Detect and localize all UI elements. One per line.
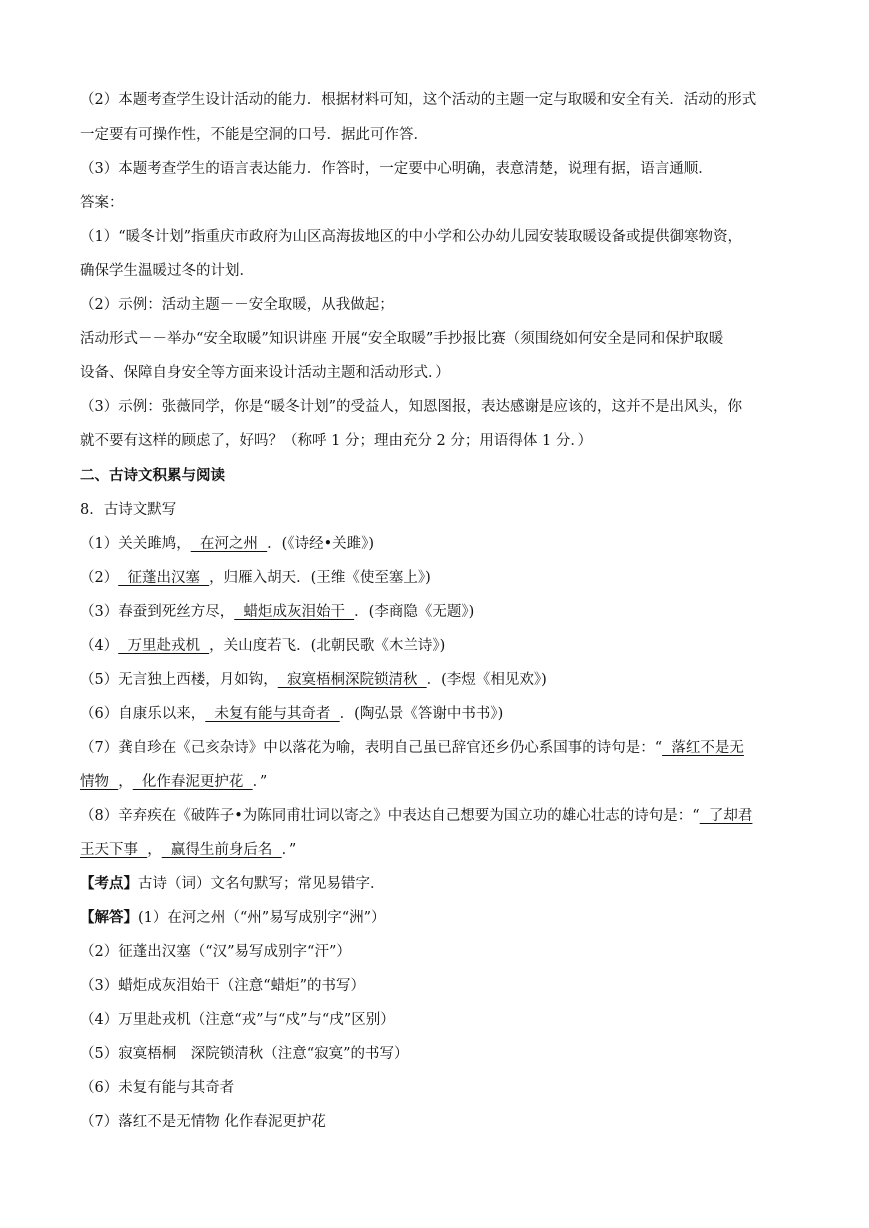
answer-blank: 情物 [80,774,119,790]
kaodian-line: 【考点】古诗（词）文名句默写；常见易错字． [80,875,385,892]
answer-1-line-2: 确保学生温暖过冬的计划． [80,263,254,279]
question-8-title: 8．古诗文默写 [80,502,177,518]
dictation-item-5: （5）无言独上西楼，月如钩， 寂寞梧桐深院锁清秋 ．(李煜《相见欢》) [80,672,547,688]
answer-blank: 蜡炬成灰泪始干 [234,604,355,620]
answer-2-line-3: 设备、保障自身安全等方面来设计活动主题和活动形式．） [80,365,450,381]
dictation-item-2: （2） 征蓬出汉塞 ，归雁入胡天．(王维《使至塞上》) [80,570,431,586]
answer-2-line-2: 活动形式－－举办“安全取暖”知识讲座 开展“安全取暖”手抄报比赛（须围绕如何安全是同和保护取暖 [80,331,724,347]
dictation-item-8-line-2: 王天下事 ， 赢得生前身后名 ．” [80,842,297,858]
jieda-line-4: （4）万里赴戎机（注意“戎”与“戍”与“戌”区别） [80,1012,395,1028]
dictation-item-3: （3）春蚕到死丝方尽， 蜡炬成灰泪始干 ．(李商隐《无题》) [80,604,475,620]
jieda-label: 【解答】 [80,909,138,926]
explanation-2-line-1: （2）本题考查学生设计活动的能力．根据材料可知，这个活动的主题一定与取暖和安全有关．活动的形式 [80,92,757,108]
answer-3-line-2: 就不要有这样的顾虑了，好吗？（称呼 1 分；理由充分 2 分；用语得体 1 分．） [80,433,593,449]
explanation-2-line-2: 一定要有可操作性，不能是空洞的口号．据此可作答． [80,127,428,143]
answer-blank: 征蓬出汉塞 [118,570,210,586]
answer-label: 答案： [80,195,124,211]
dictation-item-8-line-1: （8）辛弃疾在《破阵子•为陈同甫壮词以寄之》中表达自己想要为国立功的雄心壮志的诗句是：“ 了却君 [80,808,753,824]
section-heading: 二、古诗文积累与阅读 [80,468,225,484]
answer-blank: 在河之州 [190,536,268,552]
kaodian-label: 【考点】 [80,875,138,892]
dictation-item-7-line-1: （7）龚自珍在《己亥杂诗》中以落花为喻，表明自己虽已辞官还乡仍心系国事的诗句是：“ 落红不是无 [80,740,744,756]
jieda-line-5: （5）寂寞梧桐 深院锁清秋（注意“寂寞”的书写） [80,1046,409,1062]
jieda-line-6: （6）未复有能与其奇者 [80,1080,235,1096]
answer-1-line-1: （1）“暖冬计划”指重庆市政府为山区高海拔地区的中小学和公办幼儿园安装取暖设备或提供御寒物资， [80,229,743,245]
answer-blank: 了却君 [699,808,753,824]
answer-blank: 化作春泥更护花 [132,774,253,790]
jieda-line-1: 【解答】(1）在河之州（“州”易写成别字“洲”） [80,909,386,926]
dictation-item-4: （4） 万里赴戎机 ，关山度若飞．(北朝民歌《木兰诗》) [80,638,446,654]
answer-blank: 落红不是无 [662,740,744,756]
dictation-item-7-line-2: 情物 ， 化作春泥更护花 ．” [80,774,268,790]
jieda-line-7: （7）落红不是无情物 化作春泥更护花 [80,1114,326,1130]
answer-blank: 赢得生前身后名 [161,842,282,858]
jieda-line-3: （3）蜡炬成灰泪始干（注意“蜡炬”的书写） [80,978,366,994]
answer-3-line-1: （3）示例：张薇同学，你是“暖冬计划”的受益人，知恩图报，表达感谢是应该的，这并不是出风头，你 [80,399,743,415]
dictation-item-1: （1）关关雎鸠， 在河之州 ．(《诗经•关雎》) [80,536,375,552]
answer-blank: 王天下事 [80,842,148,858]
explanation-3-line-1: （3）本题考查学生的语言表达能力．作答时，一定要中心明确，表意清楚，说理有据，语言通顺． [80,161,713,177]
answer-2-line-1: （2）示例：活动主题－－安全取暖，从我做起； [80,297,394,313]
answer-blank: 未复有能与其奇者 [205,706,340,722]
answer-blank: 寂寞梧桐深院锁清秋 [277,672,427,688]
jieda-line-2: （2）征蓬出汉塞（“汉”易写成别字“汗”） [80,944,351,960]
dictation-item-6: （6）自康乐以来， 未复有能与其奇者 ．(陶弘景《答谢中书书》) [80,706,504,722]
answer-blank: 万里赴戎机 [118,638,210,654]
